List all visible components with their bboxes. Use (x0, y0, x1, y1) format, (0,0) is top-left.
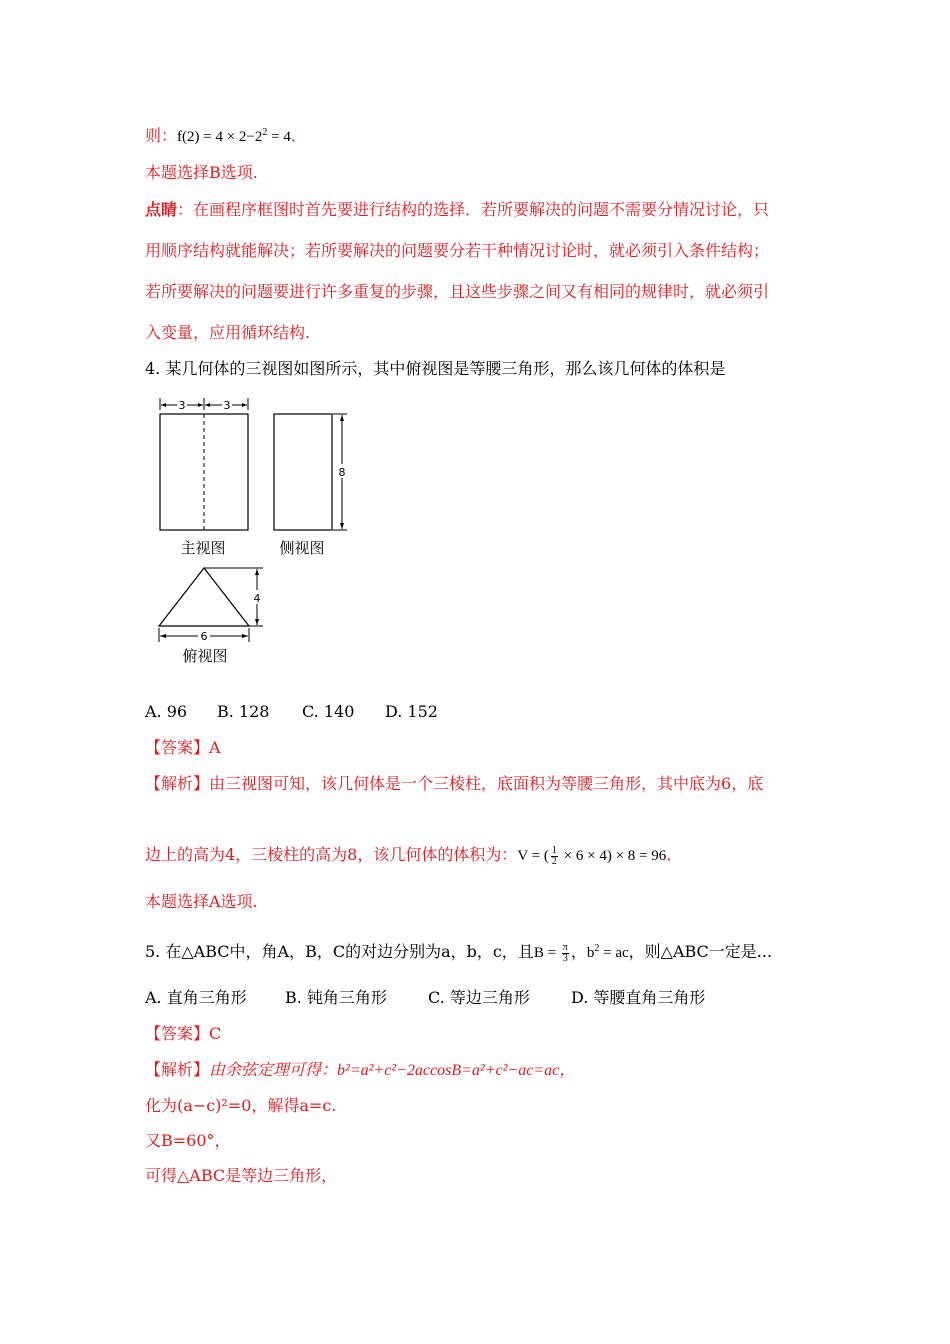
three-view-figure (145, 390, 375, 670)
formula-rhs: = 4 (267, 129, 291, 145)
analysis-text-2: 边上的高为4，三棱柱的高为8，该几何体的体积为： (145, 845, 518, 864)
analysis-text-1: 由余弦定理可得：b²=a²+c²−2accosB=a²+c²−ac=ac， (209, 1062, 576, 1079)
q5-b-letter: b (586, 945, 595, 961)
side-view-label: 侧视图 (279, 539, 325, 557)
q5-option-c[interactable]: C. 等边三角形 (428, 988, 530, 1007)
top-view-label: 俯视图 (182, 647, 228, 665)
q5-stem-d: ，则△ABC一定是... (628, 942, 773, 961)
formula-end: ． (290, 126, 307, 145)
q4-option-b[interactable]: B. 128 (217, 702, 270, 721)
dim-base: 6 (200, 630, 208, 643)
answer-value: C (209, 1024, 222, 1043)
tip-line-1 (145, 200, 769, 220)
top-view (159, 568, 263, 665)
q3-result-line (145, 126, 307, 147)
q4-analysis-line-1 (145, 774, 763, 794)
q5-stem-a: 5. 在△ABC中，角A，B，C的对边分别为a，b，c，且 (145, 942, 534, 961)
dim-height: 8 (338, 466, 346, 479)
q5-b-den: 3 (562, 953, 568, 965)
q3-choose: 本题选择B选项. (145, 163, 258, 182)
q5-b-rhs: = ac (599, 945, 629, 961)
q5-stem (145, 942, 772, 964)
q5-option-a[interactable]: A. 直角三角形 (145, 988, 247, 1007)
formula-exp: 2 (262, 127, 268, 138)
dim-right: 3 (223, 399, 231, 412)
q4-options (145, 702, 438, 722)
q4-answer (145, 738, 221, 758)
q5-analysis-line-4: 可得△ABC是等边三角形， (145, 1166, 338, 1185)
q5-option-d[interactable]: D. 等腰直角三角形 (571, 988, 706, 1007)
q5-b-frac (562, 943, 569, 964)
formula-lhs: f(2) = 4 × 2−2 (177, 129, 263, 145)
then-label: 则： (145, 126, 178, 145)
front-view-label: 主视图 (180, 539, 226, 557)
q5-analysis-line-3: 又B=60°， (145, 1131, 231, 1150)
answer-value: A (209, 738, 221, 757)
volume-frac-den: 2 (551, 856, 557, 868)
answer-label: 【答案】 (145, 1024, 210, 1043)
analysis-label: 【解析】 (145, 774, 210, 793)
answer-label: 【答案】 (145, 738, 210, 757)
volume-frac-num: 1 (551, 845, 557, 857)
q5-b-exp: 2 (594, 943, 600, 954)
q5-option-b[interactable]: B. 钝角三角形 (285, 988, 387, 1007)
volume-formula (517, 845, 667, 868)
analysis-text-1: 由三视图可知，该几何体是一个三棱柱，底面积为等腰三角形，其中底为6，底 (209, 774, 764, 793)
q5-b-squared (587, 945, 629, 961)
q4-stem: 4. 某几何体的三视图如图所示，其中俯视图是等腰三角形，那么该几何体的体积是 (145, 359, 726, 378)
q4-analysis-line-2 (145, 845, 682, 867)
q5-analysis-line-2: 化为(a−c)²=0，解得a=c. (145, 1096, 337, 1115)
q5-analysis-line-1 (145, 1060, 575, 1081)
q5-sep: ， (570, 942, 587, 961)
q4-option-a[interactable]: A. 96 (145, 702, 188, 721)
q3-formula (177, 129, 291, 145)
q5-options (145, 988, 705, 1008)
q5-b-num: π (562, 942, 568, 954)
q4-choose: 本题选择A选项. (145, 892, 258, 911)
tip-line-3: 若所要解决的问题要进行许多重复的步骤，且这些步骤之间又有相同的规律时，就必须引 (145, 282, 770, 301)
front-view (160, 398, 248, 557)
q5-answer (145, 1024, 221, 1044)
side-view (274, 414, 348, 557)
volume-lhs: V = ( (517, 848, 549, 864)
dim-left: 3 (178, 399, 186, 412)
dim-tri-height: 4 (253, 592, 261, 605)
q4-option-d[interactable]: D. 152 (385, 702, 438, 721)
q5-angle-b (533, 942, 571, 965)
volume-rhs: × 6 × 4) × 8 = 96 (559, 848, 667, 864)
volume-fraction (551, 846, 558, 867)
volume-end: ． (666, 845, 683, 864)
tip-label: 点睛 (145, 200, 178, 219)
q5-b-lhs: B = (533, 945, 560, 961)
tip-text-1: ：在画程序框图时首先要进行结构的选择．若所要解决的问题不需要分情况讨论，只 (177, 200, 770, 219)
tip-line-4: 入变量，应用循环结构. (145, 323, 311, 342)
analysis-label: 【解析】 (145, 1060, 210, 1079)
q4-option-c[interactable]: C. 140 (302, 702, 355, 721)
tip-line-2: 用顺序结构就能解决；若所要解决的问题要分若干种情况讨论时，就必须引入条件结构； (145, 241, 770, 260)
